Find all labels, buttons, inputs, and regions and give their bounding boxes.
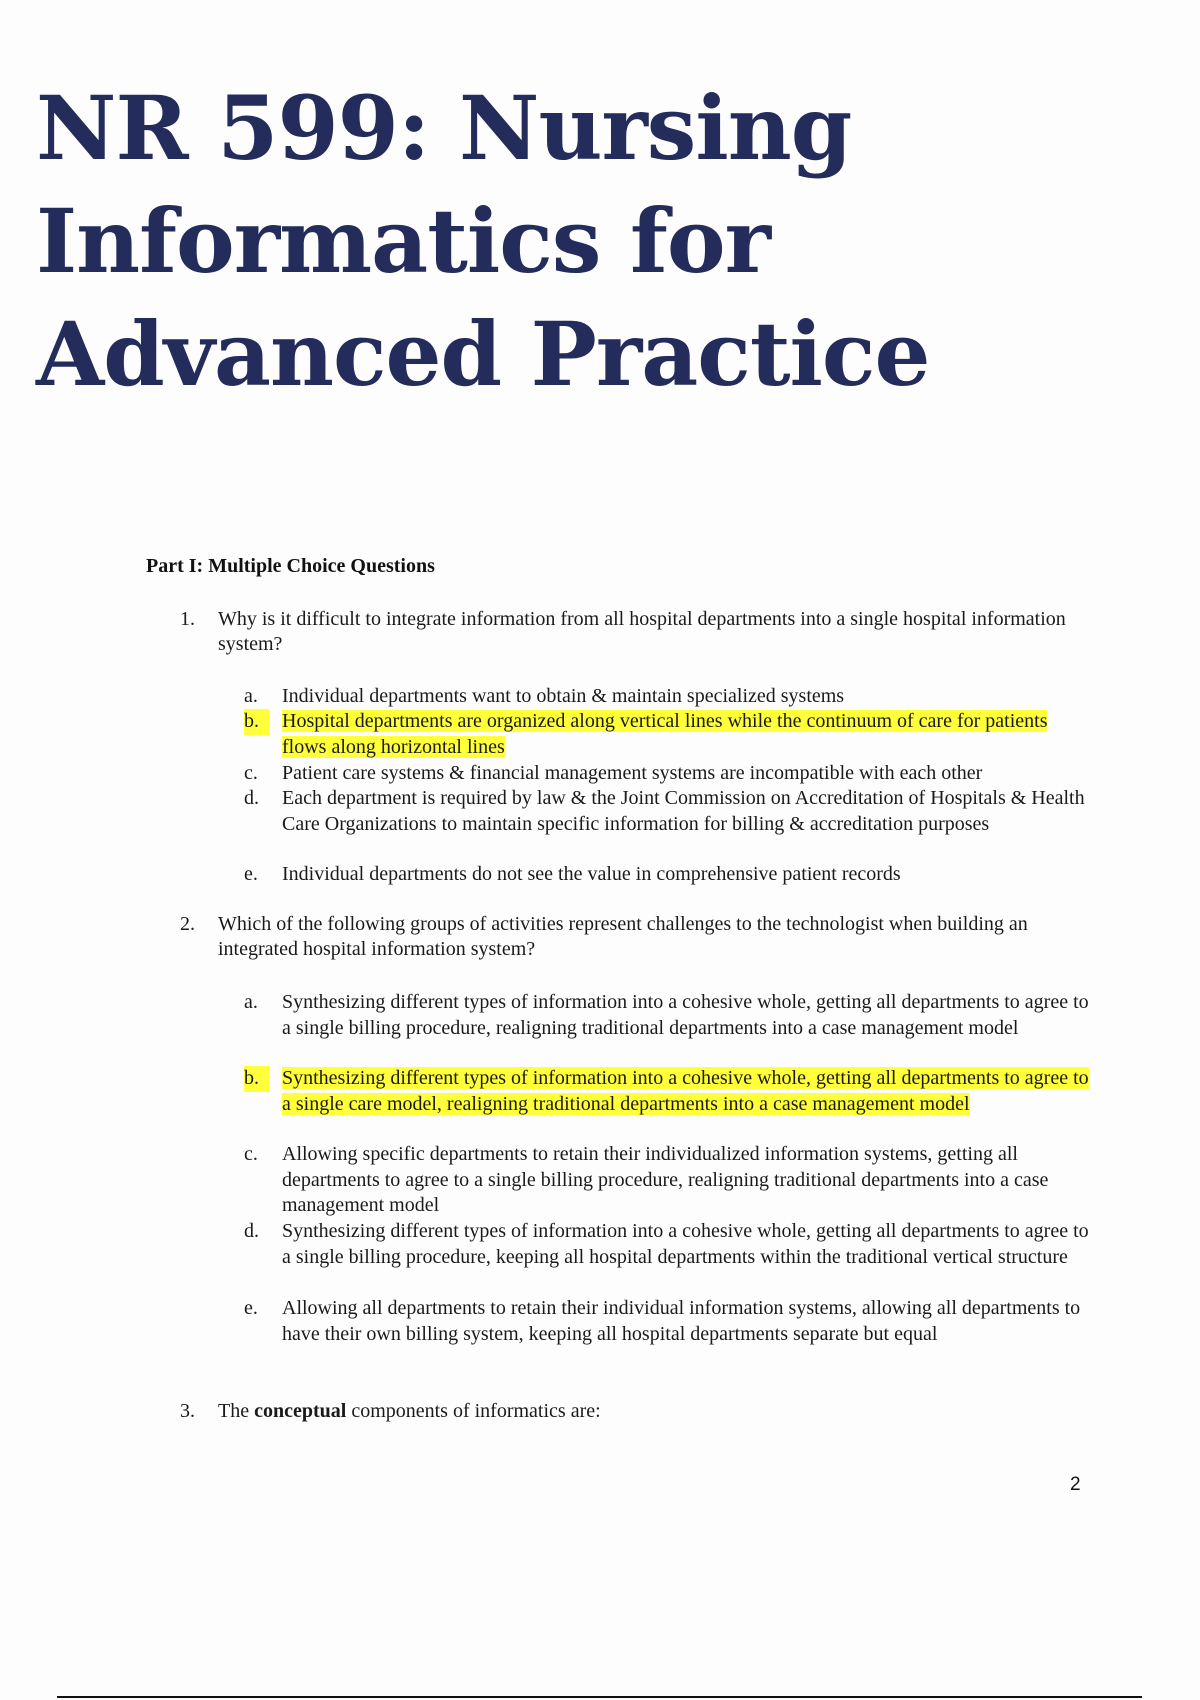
footer-divider [57,1696,1142,1698]
page-number: 2 [1070,1474,1081,1495]
option-letter: b. [244,709,269,735]
question-1 [180,607,1100,657]
option-text: Patient care systems & financial management systems are incompatible with each other [282,762,983,784]
question-1-option-a [244,684,1094,710]
question-text: Which of the following groups of activities represent challenges to the technologist when building an integrated hospital information system? [218,913,1028,960]
document-title: NR 599: Nursing Informatics for Advanced Practice [36,76,930,406]
question-text-bold: conceptual [254,1400,347,1422]
option-text: Individual departments want to obtain & maintain specialized systems [282,685,845,707]
option-text: Allowing all departments to retain their individual information systems, allowing all departments to have their own billing system, keeping all hospital departments separate but equal [282,1297,1081,1345]
question-2 [180,912,1100,962]
option-text-highlighted: Hospital departments are organized along vertical lines while the continuum of care for patients flows along horizontal lines [282,710,1048,758]
question-2-option-d [244,1219,1094,1270]
option-letter: e. [244,863,258,885]
option-text: Each department is required by law & the Joint Commission on Accreditation of Hospitals & Health Care Organizations to maintain specific information for billing & accreditation purposes [282,787,1085,835]
option-text: Synthesizing different types of information into a cohesive whole, getting all departments to agree to a single billing procedure, keeping all hospital departments within the traditional vertical structure [282,1220,1089,1268]
option-letter: c. [244,762,258,784]
question-text [218,1399,1100,1424]
question-1-option-e [244,862,1094,888]
question-number: 2. [180,913,195,935]
option-letter: d. [244,1220,259,1242]
question-2-option-b [244,1066,1094,1117]
question-3 [180,1399,1100,1424]
question-1-option-d [244,786,1094,837]
question-text: Why is it difficult to integrate information from all hospital departments into a single hospital information system? [218,608,1066,655]
option-letter: b. [244,1066,269,1092]
option-letter: a. [244,685,258,707]
option-letter: c. [244,1143,258,1165]
question-1-option-c [244,761,1094,787]
option-letter: d. [244,787,259,809]
question-text-end: components of informatics are: [346,1400,601,1422]
question-number: 3. [180,1400,195,1422]
option-text-highlighted: Synthesizing different types of information into a cohesive whole, getting all departments to agree to a single care model, realigning traditional departments into a case management model [282,1067,1089,1115]
part-heading: Part I: Multiple Choice Questions [146,555,435,577]
option-text: Allowing specific departments to retain their individualized information systems, getting all departments to agree to a single billing procedure, realigning traditional departments into a case management model [282,1143,1049,1216]
question-number: 1. [180,608,195,630]
question-1-option-b [244,709,1094,760]
question-text-start: The [218,1400,255,1422]
option-letter: e. [244,1297,258,1319]
question-2-option-e [244,1296,1094,1347]
question-2-option-a [244,990,1094,1041]
option-letter: a. [244,991,258,1013]
question-2-option-c [244,1142,1094,1219]
option-text: Synthesizing different types of information into a cohesive whole, getting all departments to agree to a single billing procedure, realigning traditional departments into a case management model [282,991,1089,1039]
option-text: Individual departments do not see the value in comprehensive patient records [282,863,901,885]
